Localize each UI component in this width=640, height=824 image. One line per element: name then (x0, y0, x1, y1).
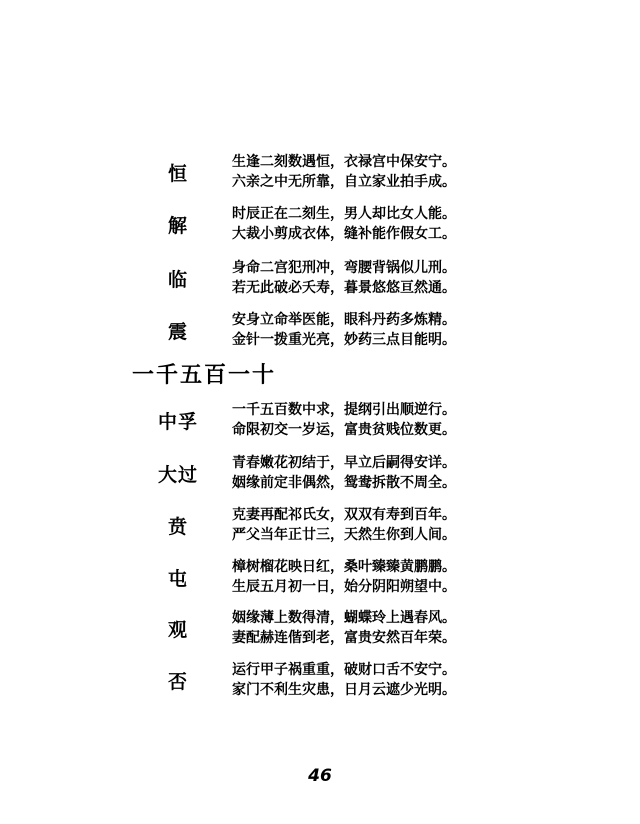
entry-pi (0, 658, 640, 702)
hexagram-name: 解 (167, 214, 188, 237)
hexagram-name: 恒 (167, 162, 188, 185)
verse-line-1: 生逢二刻数遇恒，衣禄宫中保安宁。 (232, 154, 456, 170)
verse-line-2: 姻缘前定非偶然，鸳鸯拆散不周全。 (232, 475, 456, 491)
hexagram-name: 中孚 (157, 410, 198, 433)
hexagram-name: 大过 (157, 463, 198, 486)
hexagram-name: 屯 (167, 567, 188, 590)
verse-line-1: 克妻再配祁氏女，双双有寿到百年。 (232, 507, 456, 523)
verse-line-2: 若无此破必夭寿，暮景悠悠亘然通。 (232, 280, 456, 296)
verse-line-1: 一千五百数中求，提纲引出顺逆行。 (232, 402, 456, 418)
verse-line-1: 安身立命举医能，眼科丹药多炼精。 (232, 312, 456, 328)
entry-daguo (0, 451, 640, 495)
verse-line-2: 妻配赫连偕到老，富贵安然百年荣。 (232, 630, 456, 646)
entry-heng (0, 150, 640, 194)
hexagram-name: 否 (167, 670, 188, 693)
entry-zhen (0, 308, 640, 352)
hexagram-name: 临 (167, 268, 188, 291)
verse-line-2: 金针一拨重光亮，妙药三点目能明。 (232, 332, 456, 348)
page-number: 46 (308, 766, 332, 786)
verse-line-1: 青春嫩花初结于，早立后嗣得安详。 (232, 455, 456, 471)
verse-line-2: 大裁小剪成衣体，缝补能作假女工。 (232, 226, 456, 242)
verse-line-1: 樟树榴花映日红，桑叶臻臻黄鹏鹏。 (232, 559, 456, 575)
verse-line-1: 运行甲子祸重重，破财口舌不安宁。 (232, 662, 456, 678)
entry-bi (0, 503, 640, 547)
entry-lin (0, 256, 640, 300)
verse-line-2: 家门不利生灾患，日月云遮少光明。 (232, 682, 456, 698)
entry-guan (0, 606, 640, 650)
verse-line-2: 命限初交一岁运，富贵贫贱位数更。 (232, 422, 456, 438)
verse-line-1: 时辰正在二刻生，男人却比女人能。 (232, 206, 456, 222)
entry-zhongfu (0, 398, 640, 442)
hexagram-name: 贲 (167, 515, 188, 538)
hexagram-name: 震 (167, 320, 188, 343)
entry-zhun (0, 555, 640, 599)
verse-line-2: 六亲之中无所靠，自立家业拍手成。 (232, 174, 456, 190)
verse-line-1: 身命二宫犯刑冲，弯腰背锅似儿刑。 (232, 260, 456, 276)
verse-line-2: 严父当年正廿三，天然生你到人间。 (232, 527, 456, 543)
entry-jie (0, 202, 640, 246)
hexagram-name: 观 (167, 618, 188, 641)
section-heading: 一千五百一十 (132, 362, 277, 388)
verse-line-2: 生辰五月初一日，始分阴阳朔望中。 (232, 579, 456, 595)
verse-line-1: 姻缘薄上数得清，蝴蝶玲上遇春风。 (232, 610, 456, 626)
